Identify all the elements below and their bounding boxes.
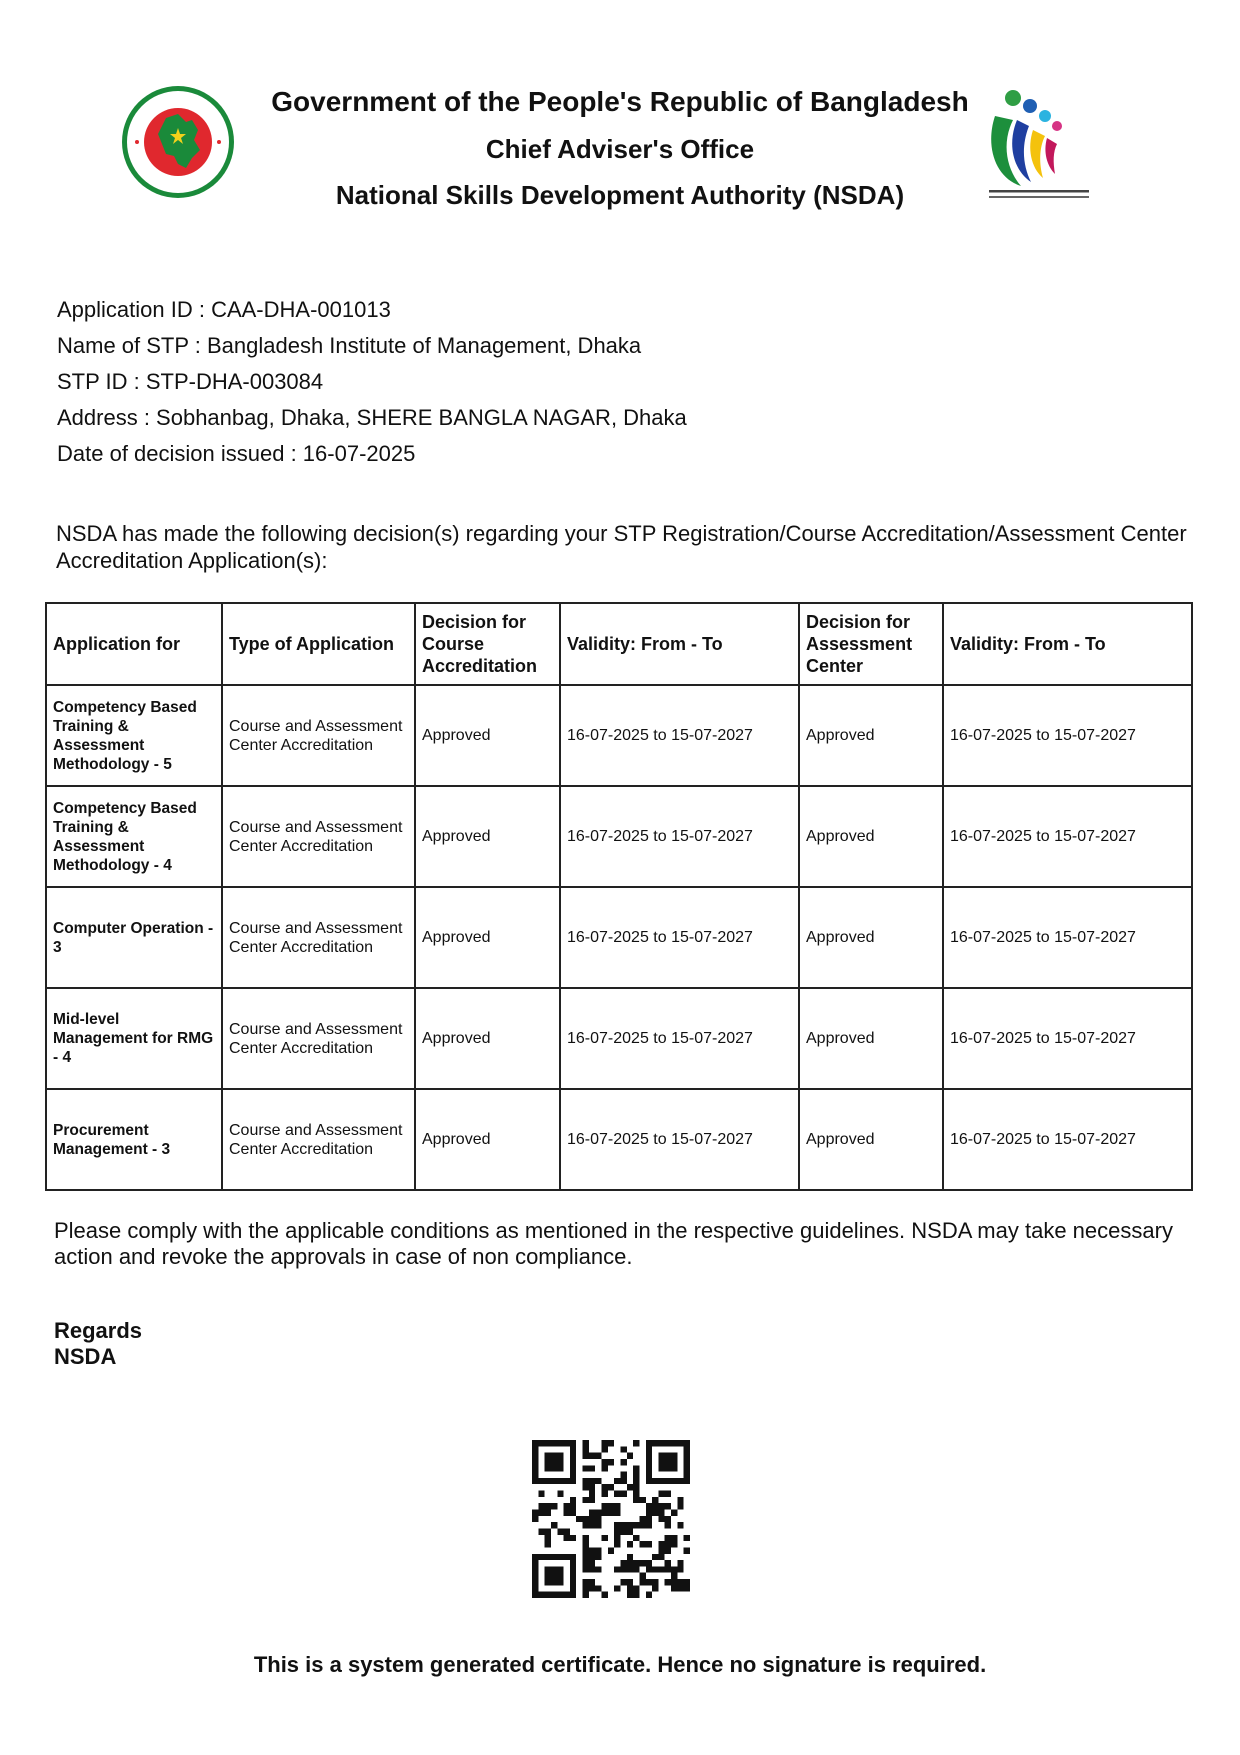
regards-block	[54, 1318, 142, 1370]
column-header: Decision for Course Accreditation	[415, 603, 560, 685]
stp-id: STP ID : STP-DHA-003084	[57, 369, 324, 394]
center-validity-cell: 16-07-2025 to 15-07-2027	[943, 786, 1192, 887]
table-row	[46, 887, 1192, 988]
course-decision-cell: Approved	[415, 887, 560, 988]
application-for-cell: Competency Based Training & Assessment Methodology - 5	[46, 685, 222, 786]
course-decision-cell: Approved	[415, 988, 560, 1089]
application-type-cell: Course and Assessment Center Accreditation	[222, 786, 415, 887]
application-type-cell: Course and Assessment Center Accreditation	[222, 887, 415, 988]
application-for-cell: Procurement Management - 3	[46, 1089, 222, 1190]
office-name: Chief Adviser's Office	[485, 134, 755, 164]
course-decision-cell: Approved	[415, 1089, 560, 1190]
address: Address : Sobhanbag, Dhaka, SHERE BANGLA NAGAR, Dhaka	[57, 405, 687, 430]
table-header-row	[46, 603, 1192, 685]
stp-name: Name of STP : Bangladesh Institute of Management, Dhaka	[57, 333, 642, 358]
application-type-cell: Course and Assessment Center Accreditation	[222, 988, 415, 1089]
center-validity-cell: 16-07-2025 to 15-07-2027	[943, 685, 1192, 786]
column-header: Validity: From - To	[560, 603, 799, 685]
center-decision-cell: Approved	[799, 685, 943, 786]
course-validity-cell: 16-07-2025 to 15-07-2027	[560, 988, 799, 1089]
regards-signatory: NSDA	[54, 1344, 117, 1369]
table-row	[46, 685, 1192, 786]
course-validity-cell: 16-07-2025 to 15-07-2027	[560, 1089, 799, 1190]
application-for-cell: Computer Operation - 3	[46, 887, 222, 988]
table-row	[46, 988, 1192, 1089]
column-header: Decision for Assessment Center	[799, 603, 943, 685]
course-decision-cell: Approved	[415, 786, 560, 887]
center-decision-cell: Approved	[799, 1089, 943, 1190]
compliance-note: Please comply with the applicable conditions as mentioned in the respective guidelines. NSDA may take necessary action and revoke the approvals in case of non compliance.	[54, 1218, 1173, 1269]
column-header: Validity: From - To	[943, 603, 1192, 685]
course-validity-cell: 16-07-2025 to 15-07-2027	[560, 887, 799, 988]
footer-note: This is a system generated certificate. Hence no signature is required.	[253, 1652, 987, 1677]
center-validity-cell: 16-07-2025 to 15-07-2027	[943, 1089, 1192, 1190]
center-decision-cell: Approved	[799, 786, 943, 887]
intro-paragraph: NSDA has made the following decision(s) regarding your STP Registration/Course Accreditation/Assessment Center Accreditation Application(s):	[56, 521, 1187, 573]
column-header: Type of Application	[222, 603, 415, 685]
column-header: Application for	[46, 603, 222, 685]
qr-code-icon	[532, 1440, 690, 1598]
center-validity-cell: 16-07-2025 to 15-07-2027	[943, 887, 1192, 988]
authority-name: National Skills Development Authority (NSDA)	[335, 180, 905, 210]
center-decision-cell: Approved	[799, 988, 943, 1089]
application-for-cell: Mid-level Management for RMG - 4	[46, 988, 222, 1089]
course-validity-cell: 16-07-2025 to 15-07-2027	[560, 786, 799, 887]
application-for-cell: Competency Based Training & Assessment Methodology - 4	[46, 786, 222, 887]
center-decision-cell: Approved	[799, 887, 943, 988]
application-type-cell: Course and Assessment Center Accreditation	[222, 685, 415, 786]
regards-label: Regards	[54, 1318, 143, 1343]
application-info	[57, 292, 687, 472]
table-row	[46, 1089, 1192, 1190]
course-decision-cell: Approved	[415, 685, 560, 786]
course-validity-cell: 16-07-2025 to 15-07-2027	[560, 685, 799, 786]
page-title: Government of the People's Republic of Bangladesh	[271, 86, 969, 117]
application-type-cell: Course and Assessment Center Accreditation	[222, 1089, 415, 1190]
decision-table	[45, 602, 1193, 1191]
table-row	[46, 786, 1192, 887]
application-id: Application ID : CAA-DHA-001013	[57, 297, 391, 322]
center-validity-cell: 16-07-2025 to 15-07-2027	[943, 988, 1192, 1089]
decision-date: Date of decision issued : 16-07-2025	[57, 441, 416, 466]
